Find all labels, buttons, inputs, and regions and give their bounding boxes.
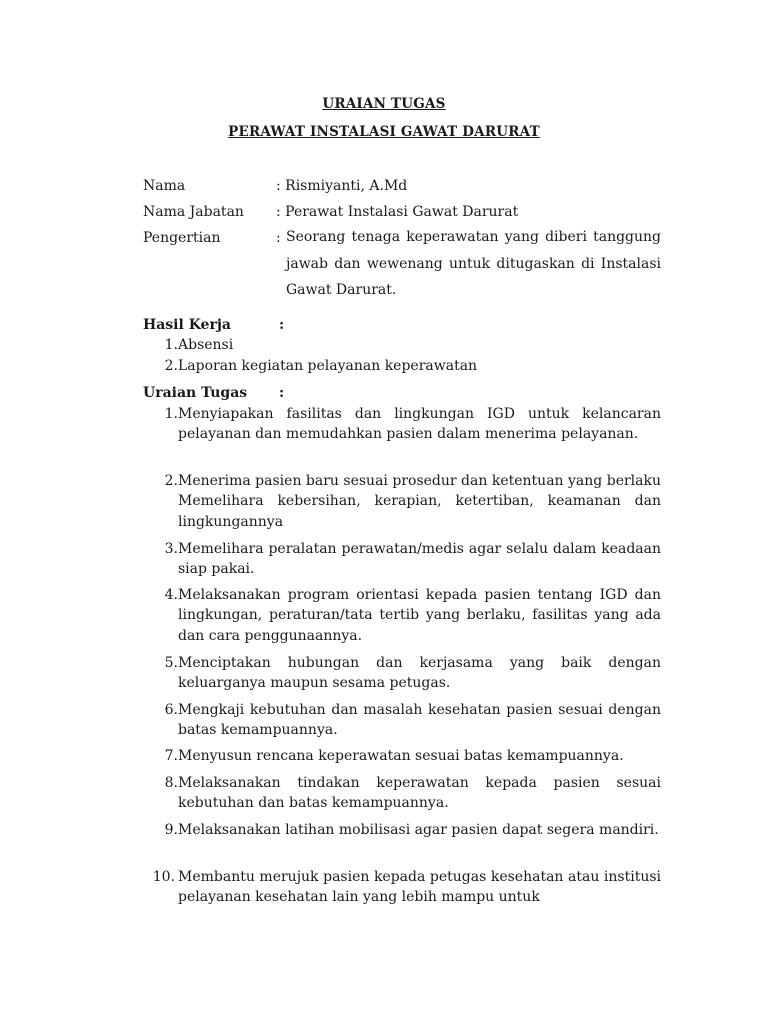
task-item [143, 404, 661, 445]
list-item-number: 2. [164, 358, 178, 374]
task-item-number: 4. [164, 587, 178, 603]
list-item-number: 1. [164, 337, 178, 353]
list-item-text: Laporan kegiatan pelayanan keperawatan [178, 358, 478, 374]
list-item-text: Absensi [178, 337, 234, 353]
task-item-number: 6. [164, 702, 178, 718]
task-item-number: 9. [164, 822, 178, 838]
task-item [143, 539, 661, 580]
task-item-text: Melaksanakan program orientasi kepada pasien tentang IGD dan lingkungan, peraturan/tata tertib yang berlaku, fasilitas yang ada dan cara penggunaannya. [178, 587, 661, 644]
task-item-text: Mengkaji kebutuhan dan masalah kesehatan pasien sesuai dengan batas kemampuannya. [178, 702, 661, 739]
document-subtitle: PERAWAT INSTALASI GAWAT DARURAT [228, 124, 540, 140]
nama-value: : Rismiyanti, A.Md [276, 178, 408, 194]
pengertian-value: Seorang tenaga keperawatan yang diberi tanggung jawab dan wewenang untuk ditugaskan di Instalasi Gawat Darurat. [286, 229, 661, 298]
hasil-kerja-colon: : [279, 317, 285, 333]
task-item-text: Memelihara peralatan perawatan/medis agar selalu dalam keadaan siap pakai. [178, 541, 661, 578]
task-item-number: 10. [152, 869, 175, 885]
task-item [143, 653, 661, 694]
pengertian-label: Pengertian [143, 230, 221, 246]
uraian-tugas-colon: : [279, 385, 285, 401]
task-item-text: Menyiapakan fasilitas dan lingkungan IGD untuk kelancaran pelayanan dan memudahkan pasien dalam menerima pelayanan. [178, 406, 661, 443]
task-item-text: Menciptakan hubungan dan kerjasama yang baik dengan keluarganya maupun sesama petugas. [178, 655, 661, 692]
task-item-number: 3. [164, 541, 178, 557]
list-item [143, 356, 661, 376]
task-item-text: Membantu merujuk pasien kepada petugas kesehatan atau institusi pelayanan kesehatan lain yang lebih mampu untuk [178, 869, 661, 906]
task-item [143, 820, 661, 840]
task-item-number: 1. [164, 406, 178, 422]
list-item [143, 335, 661, 355]
task-item [143, 867, 661, 908]
task-item-number: 2. [164, 473, 178, 489]
jabatan-value: : Perawat Instalasi Gawat Darurat [276, 204, 519, 220]
task-item-number: 5. [164, 655, 178, 671]
task-item-text: Menyusun rencana keperawatan sesuai batas kemampuannya. [178, 748, 624, 764]
pengertian-colon: : [276, 230, 281, 246]
jabatan-label: Nama Jabatan [143, 204, 244, 220]
document-title: URAIAN TUGAS [322, 96, 446, 112]
task-item [143, 746, 661, 766]
hasil-kerja-heading: Hasil Kerja [143, 317, 231, 333]
uraian-tugas-heading: Uraian Tugas [143, 385, 248, 401]
task-item-text: Melaksanakan tindakan keperawatan kepada pasien sesuai kebutuhan dan batas kemampuannya. [178, 775, 661, 812]
task-item [143, 585, 661, 646]
task-item-number: 7. [164, 748, 178, 764]
task-item [143, 773, 661, 814]
task-item [143, 700, 661, 741]
task-item-number: 8. [164, 775, 178, 791]
nama-label: Nama [143, 178, 186, 194]
task-item-text: Menerima pasien baru sesuai prosedur dan ketentuan yang berlaku Memelihara kebersihan, kerapian, ketertiban, keamanan dan lingkungannya [178, 473, 661, 530]
task-item [143, 471, 661, 532]
task-item-text: Melaksanakan latihan mobilisasi agar pasien dapat segera mandiri. [178, 822, 659, 838]
